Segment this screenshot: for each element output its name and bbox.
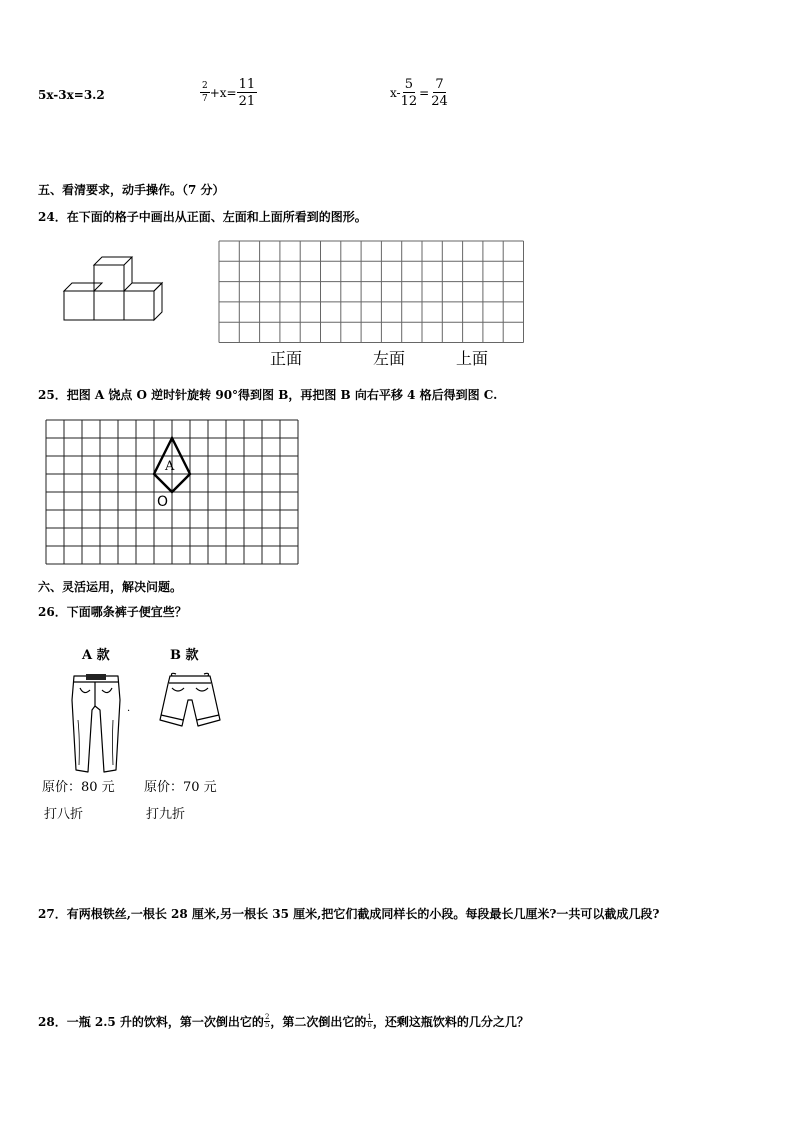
fraction-5-12: $\frac{5}{12}$ bbox=[400, 77, 418, 109]
equation-2: $\frac{2}{7}$ +x= $\frac{11}{21}$ bbox=[202, 77, 256, 109]
section-5-heading: 五、看清要求，动手操作。（7 分） bbox=[38, 183, 225, 197]
option-b-discount: 打九折 bbox=[146, 807, 186, 822]
option-a-title: A 款 bbox=[82, 648, 110, 663]
question-26: 26．下面哪条裤子便宜些？ bbox=[38, 605, 187, 619]
fraction-1-6: 1 6 bbox=[367, 1013, 372, 1029]
option-a-discount: 打八折 bbox=[44, 807, 84, 822]
q24-answer-grid[interactable] bbox=[218, 240, 526, 344]
fraction-11-21: $\frac{11}{21}$ bbox=[238, 77, 256, 109]
fraction-2-7: $\frac{2}{7}$ bbox=[202, 81, 208, 104]
section-6-heading: 六、灵活运用，解决问题。 bbox=[38, 580, 183, 594]
q25-rotation-grid[interactable] bbox=[45, 419, 301, 565]
cube-stack-figure bbox=[62, 255, 166, 323]
question-24: 24．在下面的格子中画出从正面、左面和上面所看到的图形。 bbox=[38, 210, 367, 224]
question-27: 27．有两根铁丝,一根长 28 厘米,另一根长 35 厘米,把它们截成同样长的小段。每段最长几厘米?一共可以截成几段? bbox=[38, 907, 660, 921]
question-25: 25．把图 A 饶点 O 逆时针旋转 90°得到图 B，再把图 B 向右平移 4 格后得到图 C. bbox=[38, 388, 498, 402]
option-b-title: B 款 bbox=[170, 648, 199, 663]
fraction-2-5: 2 5 bbox=[264, 1013, 270, 1029]
fraction-7-24: $\frac{7}{24}$ bbox=[431, 77, 448, 109]
equation-3: x- $\frac{5}{12}$ = $\frac{7}{24}$ bbox=[390, 77, 448, 109]
label-top-view: 上面 bbox=[456, 349, 489, 368]
point-o-label: O bbox=[157, 494, 169, 510]
label-left-view: 左面 bbox=[373, 349, 406, 368]
question-28: 28．一瓶 2.5 升的饮料，第一次倒出它的 2 5 ，第二次倒出它的 1 6 ，还剩这瓶饮料的几分之几？ bbox=[38, 1013, 529, 1029]
option-b-price: 原价：70 元 bbox=[144, 780, 217, 795]
option-a-price: 原价：80 元 bbox=[42, 780, 115, 795]
equation-1: 5x-3x=3.2 bbox=[38, 88, 105, 102]
shorts-image bbox=[158, 672, 222, 732]
dot: · bbox=[127, 706, 131, 717]
label-front-view: 正面 bbox=[270, 349, 303, 368]
long-trousers-image bbox=[66, 670, 126, 774]
shape-a-label: A bbox=[165, 459, 175, 474]
